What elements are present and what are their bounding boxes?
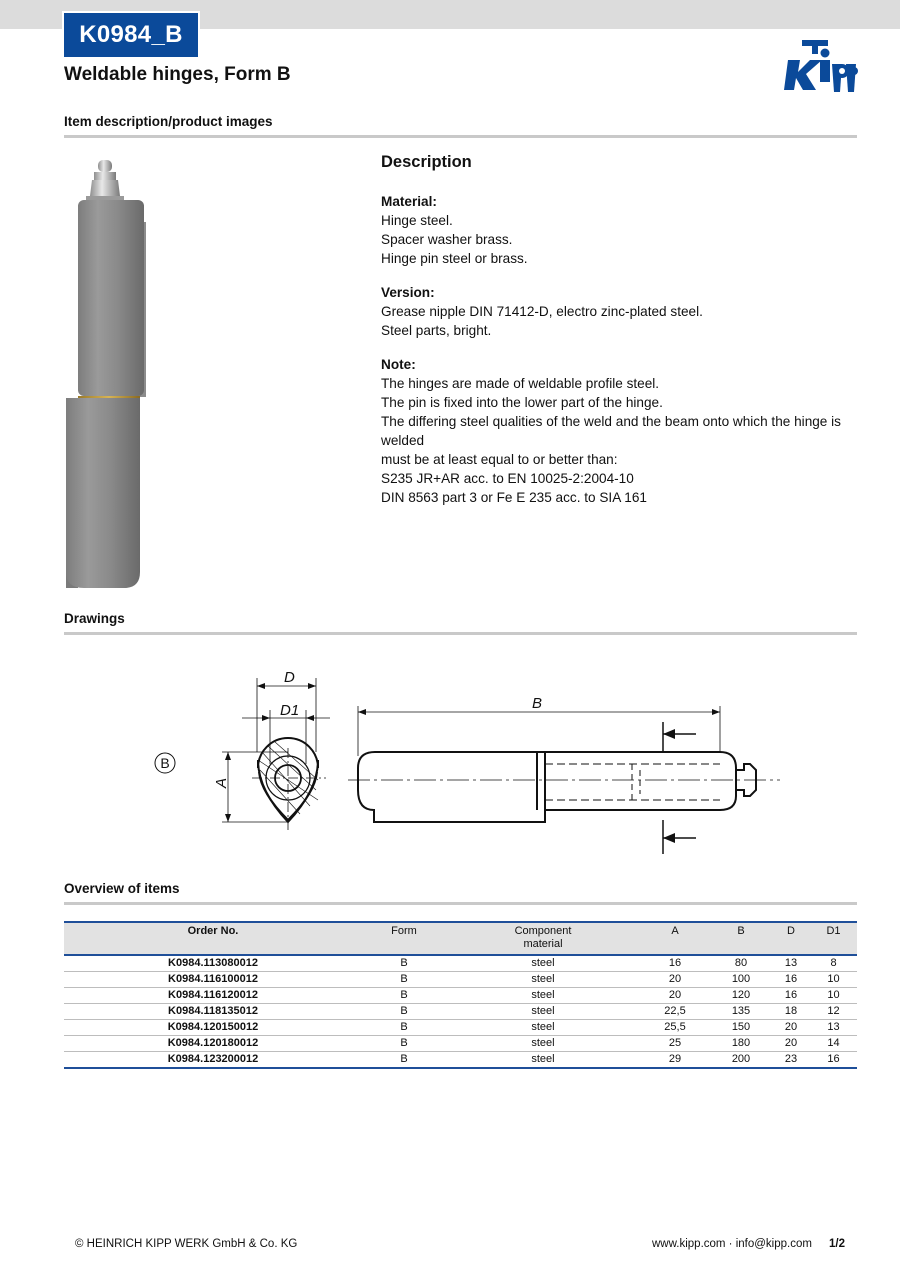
table-row xyxy=(64,1052,857,1069)
version-label: Version: xyxy=(381,285,435,300)
cell-b: 200 xyxy=(710,1052,772,1069)
note-line: S235 JR+AR acc. to EN 10025-2:2004-10 xyxy=(381,471,634,486)
items-table xyxy=(64,921,857,1069)
header-component-line: Component xyxy=(514,925,572,937)
cell-order-no: K0984.113080012 xyxy=(64,955,362,972)
hinge-product-image xyxy=(64,152,154,592)
table-row xyxy=(64,1020,857,1036)
material-label: Material: xyxy=(381,194,437,209)
table-row xyxy=(64,1004,857,1020)
cell-a: 25,5 xyxy=(640,1020,710,1036)
section-heading-drawings: Drawings xyxy=(64,611,125,626)
dimension-label-d1: D1 xyxy=(280,702,300,719)
section-heading-overview: Overview of items xyxy=(64,881,180,896)
cell-a: 20 xyxy=(640,972,710,988)
cell-d1: 8 xyxy=(810,955,857,972)
cell-a: 16 xyxy=(640,955,710,972)
product-code-badge: K0984_B xyxy=(64,13,198,57)
table-row xyxy=(64,988,857,1004)
note-line: must be at least equal to or better than: xyxy=(381,452,618,467)
section-heading-item-description: Item description/product images xyxy=(64,114,273,129)
footer-contact[interactable]: www.kipp.com · info@kipp.com xyxy=(652,1238,812,1250)
header-d: D xyxy=(787,925,795,937)
section-rule xyxy=(64,135,857,138)
section-rule xyxy=(64,632,857,635)
cell-d1: 10 xyxy=(810,972,857,988)
cell-d: 13 xyxy=(772,955,810,972)
table-row xyxy=(64,1036,857,1052)
cell-material: steel xyxy=(446,988,640,1004)
note-line: The hinges are made of weldable profile steel. xyxy=(381,376,660,391)
note-line: The pin is fixed into the lower part of the hinge. xyxy=(381,395,663,410)
form-marker-label: B xyxy=(160,755,170,771)
cell-d: 16 xyxy=(772,972,810,988)
cross-section-view xyxy=(213,669,330,830)
cell-order-no: K0984.116100012 xyxy=(64,972,362,988)
header-material-line: material xyxy=(523,938,563,950)
note-line: DIN 8563 part 3 or Fe E 235 acc. to SIA 161 xyxy=(381,490,647,505)
cell-material: steel xyxy=(446,1052,640,1069)
cell-form: B xyxy=(362,1004,446,1020)
header-form: Form xyxy=(391,925,417,937)
technical-drawing xyxy=(140,660,780,860)
page-title: Weldable hinges, Form B xyxy=(64,64,291,85)
cell-d: 18 xyxy=(772,1004,810,1020)
note-label: Note: xyxy=(381,357,416,372)
logo-text: Kipp xyxy=(821,88,824,89)
description-block xyxy=(381,153,861,522)
note-block xyxy=(381,355,861,507)
cell-material: steel xyxy=(446,972,640,988)
table-header-row xyxy=(64,922,857,955)
section-rule xyxy=(64,902,857,905)
cell-a: 20 xyxy=(640,988,710,1004)
cell-form: B xyxy=(362,955,446,972)
cell-d: 16 xyxy=(772,988,810,1004)
dimension-label-d: D xyxy=(284,669,295,686)
table-row xyxy=(64,972,857,988)
cell-d: 20 xyxy=(772,1036,810,1052)
side-view xyxy=(348,695,780,854)
cell-form: B xyxy=(362,988,446,1004)
header-component-material xyxy=(446,922,640,955)
cell-b: 80 xyxy=(710,955,772,972)
header-a: A xyxy=(671,925,679,937)
cell-material: steel xyxy=(446,1020,640,1036)
cell-order-no: K0984.116120012 xyxy=(64,988,362,1004)
cell-b: 180 xyxy=(710,1036,772,1052)
material-line: Hinge steel. xyxy=(381,213,453,228)
version-line: Grease nipple DIN 71412-D, electro zinc-plated steel. xyxy=(381,304,703,319)
cell-order-no: K0984.120150012 xyxy=(64,1020,362,1036)
cell-order-no: K0984.120180012 xyxy=(64,1036,362,1052)
cell-d1: 13 xyxy=(810,1020,857,1036)
cell-d: 23 xyxy=(772,1052,810,1069)
cell-b: 100 xyxy=(710,972,772,988)
cell-d1: 14 xyxy=(810,1036,857,1052)
cell-order-no: K0984.123200012 xyxy=(64,1052,362,1069)
version-line: Steel parts, bright. xyxy=(381,323,492,338)
kipp-logo xyxy=(784,38,858,92)
table-row xyxy=(64,955,857,972)
cell-d1: 16 xyxy=(810,1052,857,1069)
footer-copyright: © HEINRICH KIPP WERK GmbH & Co. KG xyxy=(75,1238,298,1250)
header-order-no: Order No. xyxy=(187,925,239,937)
dimension-label-a: A xyxy=(213,777,230,788)
material-line: Spacer washer brass. xyxy=(381,232,513,247)
cell-d1: 10 xyxy=(810,988,857,1004)
description-heading: Description xyxy=(381,153,472,171)
dimension-label-b: B xyxy=(532,695,543,712)
header-d1: D1 xyxy=(826,925,841,937)
cell-form: B xyxy=(362,972,446,988)
cell-a: 22,5 xyxy=(640,1004,710,1020)
cell-form: B xyxy=(362,1036,446,1052)
cell-b: 150 xyxy=(710,1020,772,1036)
cell-b: 135 xyxy=(710,1004,772,1020)
cell-d: 20 xyxy=(772,1020,810,1036)
cell-a: 25 xyxy=(640,1036,710,1052)
cell-form: B xyxy=(362,1020,446,1036)
cell-material: steel xyxy=(446,955,640,972)
version-block xyxy=(381,283,861,340)
cell-d1: 12 xyxy=(810,1004,857,1020)
material-block xyxy=(381,192,861,268)
note-line: The differing steel qualities of the weld and the beam onto which the hinge is welded xyxy=(381,414,841,448)
cell-order-no: K0984.118135012 xyxy=(64,1004,362,1020)
form-b-marker xyxy=(155,753,175,773)
cell-form: B xyxy=(362,1052,446,1069)
footer-page-number: 1/2 xyxy=(829,1238,845,1250)
cell-a: 29 xyxy=(640,1052,710,1069)
header-b: B xyxy=(737,925,745,937)
cell-material: steel xyxy=(446,1036,640,1052)
cell-material: steel xyxy=(446,1004,640,1020)
material-line: Hinge pin steel or brass. xyxy=(381,251,528,266)
cell-b: 120 xyxy=(710,988,772,1004)
